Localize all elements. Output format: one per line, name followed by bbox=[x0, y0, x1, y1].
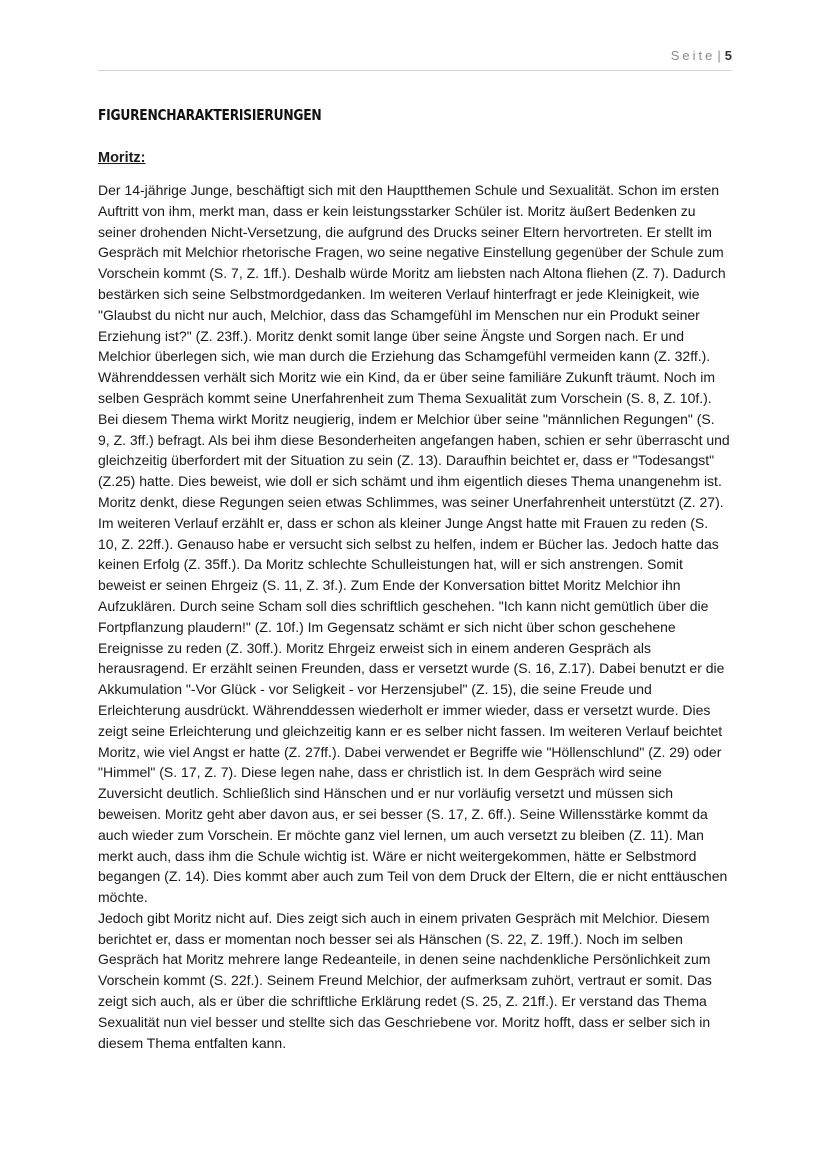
page-label: Seite bbox=[670, 48, 716, 63]
body-text bbox=[98, 180, 730, 1053]
paragraph-1: Der 14-jährige Junge, beschäftigt sich mit den Hauptthemen Schule und Sexualität. Schon im ersten Auftritt von ihm, merkt man, dass er kein leistungsstarker Schüler ist. Moritz äußert Bedenken zu seiner drohenden Nicht-Versetzung, die aufgrund des Drucks seiner Eltern hervortreten. Er stellt im Gespräch mit Melchior rhetorische Fragen, wo seine negative Einstellung gegenüber der Schule zum Vorschein kommt (S. 7, Z. 1ff.). Deshalb würde Moritz am liebsten nach Altona fliehen (Z. 7). Dadurch bestärken sich seine Selbstmordgedanken. Im weiteren Verlauf hinterfragt er jede Kleinigkeit, wie "Glaubst du nicht nur auch, Melchior, dass das Schamgefühl im Menschen nur ein Produkt seiner Erziehung ist?" (Z. 23ff.). Moritz denkt somit lange über seine Ängste und Sorgen nach. Er und Melchior überlegen sich, wie man durch die Erziehung das Schamgefühl vermeiden kann (Z. 32ff.). Währenddessen verhält sich Moritz wie ein Kind, da er über seine familiäre Zukunft träumt. Noch im selben Gespräch kommt seine Unerfahrenheit zum Thema Sexualität zum Vorschein (S. 8, Z. 10f.). Bei diesem Thema wirkt Moritz neugierig, indem er Melchior über seine "männlichen Regungen" (S. 9, Z. 3ff.) befragt. Als bei ihm diese Besonderheiten angefangen haben, schien er sehr überrascht und gleichzeitig überfordert mit der Situation zu sein (Z. 13). Daraufhin beichtet er, dass er "Todesangst" (Z.25) hatte. Dies beweist, wie doll er sich schämt und ihm eigentlich dieses Thema unangenehm ist. Moritz denkt, diese Regungen seien etwas Schlimmes, was seiner Unerfahrenheit unterstützt (Z. 27). Im weiteren Verlauf erzählt er, dass er schon als kleiner Junge Angst hatte mit Frauen zu reden (S. 10, Z. 22ff.). Genauso habe er versucht sich selbst zu helfen, indem er Bücher las. Jedoch hatte das keinen Erfolg (Z. 35ff.). Da Moritz schlechte Schulleistungen hat, will er sich anstrengen. Somit beweist er seinen Ehrgeiz (S. 11, Z. 3f.). Zum Ende der Konversation bittet Moritz Melchior ihn Aufzuklären. Durch seine Scham soll dies schriftlich geschehen. "Ich kann nicht gemütlich über die Fortpflanzung plaudern!" (Z. 10f.) Im Gegensatz schämt er sich nicht über schon geschehene Ereignisse zu reden (Z. 30ff.). Moritz Ehrgeiz erweist sich in einem anderen Gespräch als herausragend. Er erzählt seinen Freunden, dass er versetzt wurde (S. 16, Z.17). Dabei benutzt er die Akkumulation "-Vor Glück - vor Seligkeit - vor Herzensjubel" (Z. 15), die seine Freude und Erleichterung ausdrückt. Währenddessen wiederholt er immer wieder, dass er versetzt wurde. Dies zeigt seine Erleichterung und gleichzeitig kann er es selber nicht fassen. Im weiteren Verlauf beichtet Moritz, wie viel Angst er hatte (Z. 27ff.). Dabei verwendet er Begriffe wie "Höllenschlund" (Z. 29) oder "Himmel" (S. 17, Z. 7). Diese legen nahe, dass er christlich ist. In dem Gespräch wird seine Zuversicht deutlich. Schließlich sind Hänschen und er nur vorläufig versetzt und müssen sich beweisen. Moritz geht aber davon aus, er sei besser (S. 17, Z. 6ff.). Seine Willensstärke kommt da auch wieder zum Vorschein. Er möchte ganz viel lernen, um auch versetzt zu bleiben (Z. 11). Man merkt auch, dass ihm die Schule wichtig ist. Wäre er nicht weitergekommen, hätte er Selbstmord begangen (Z. 14). Dies kommt aber auch zum Teil von dem Druck der Eltern, die er nicht enttäuschen möchte. bbox=[98, 182, 730, 906]
page-separator: | bbox=[717, 48, 721, 63]
page-header bbox=[98, 48, 732, 71]
paragraph-2: Jedoch gibt Moritz nicht auf. Dies zeigt sich auch in einem privaten Gespräch mit Melchior. Diesem berichtet er, dass er momentan noch besser sei als Hänschen (S. 22, Z. 19ff.). Noch im selben Gespräch hat Moritz mehrere lange Redeanteile, in denen seine nachdenkliche Persönlichkeit zum Vorschein kommt (S. 22f.). Seinem Freund Melchior, der aufmerksam zuhört, vertraut er somit. Das zeigt sich auch, als er über die schriftliche Erklärung redet (S. 25, Z. 21ff.). Er verstand das Thema Sexualität nun viel besser und stellte sich das Geschriebene vor. Moritz hofft, dass er selber sich in diesem Thema entfalten kann. bbox=[98, 909, 712, 1051]
character-name: Moritz: bbox=[98, 150, 146, 166]
section-title: FIGURENCHARAKTERISIERUNGEN bbox=[98, 106, 322, 124]
page-number: 5 bbox=[724, 48, 732, 63]
